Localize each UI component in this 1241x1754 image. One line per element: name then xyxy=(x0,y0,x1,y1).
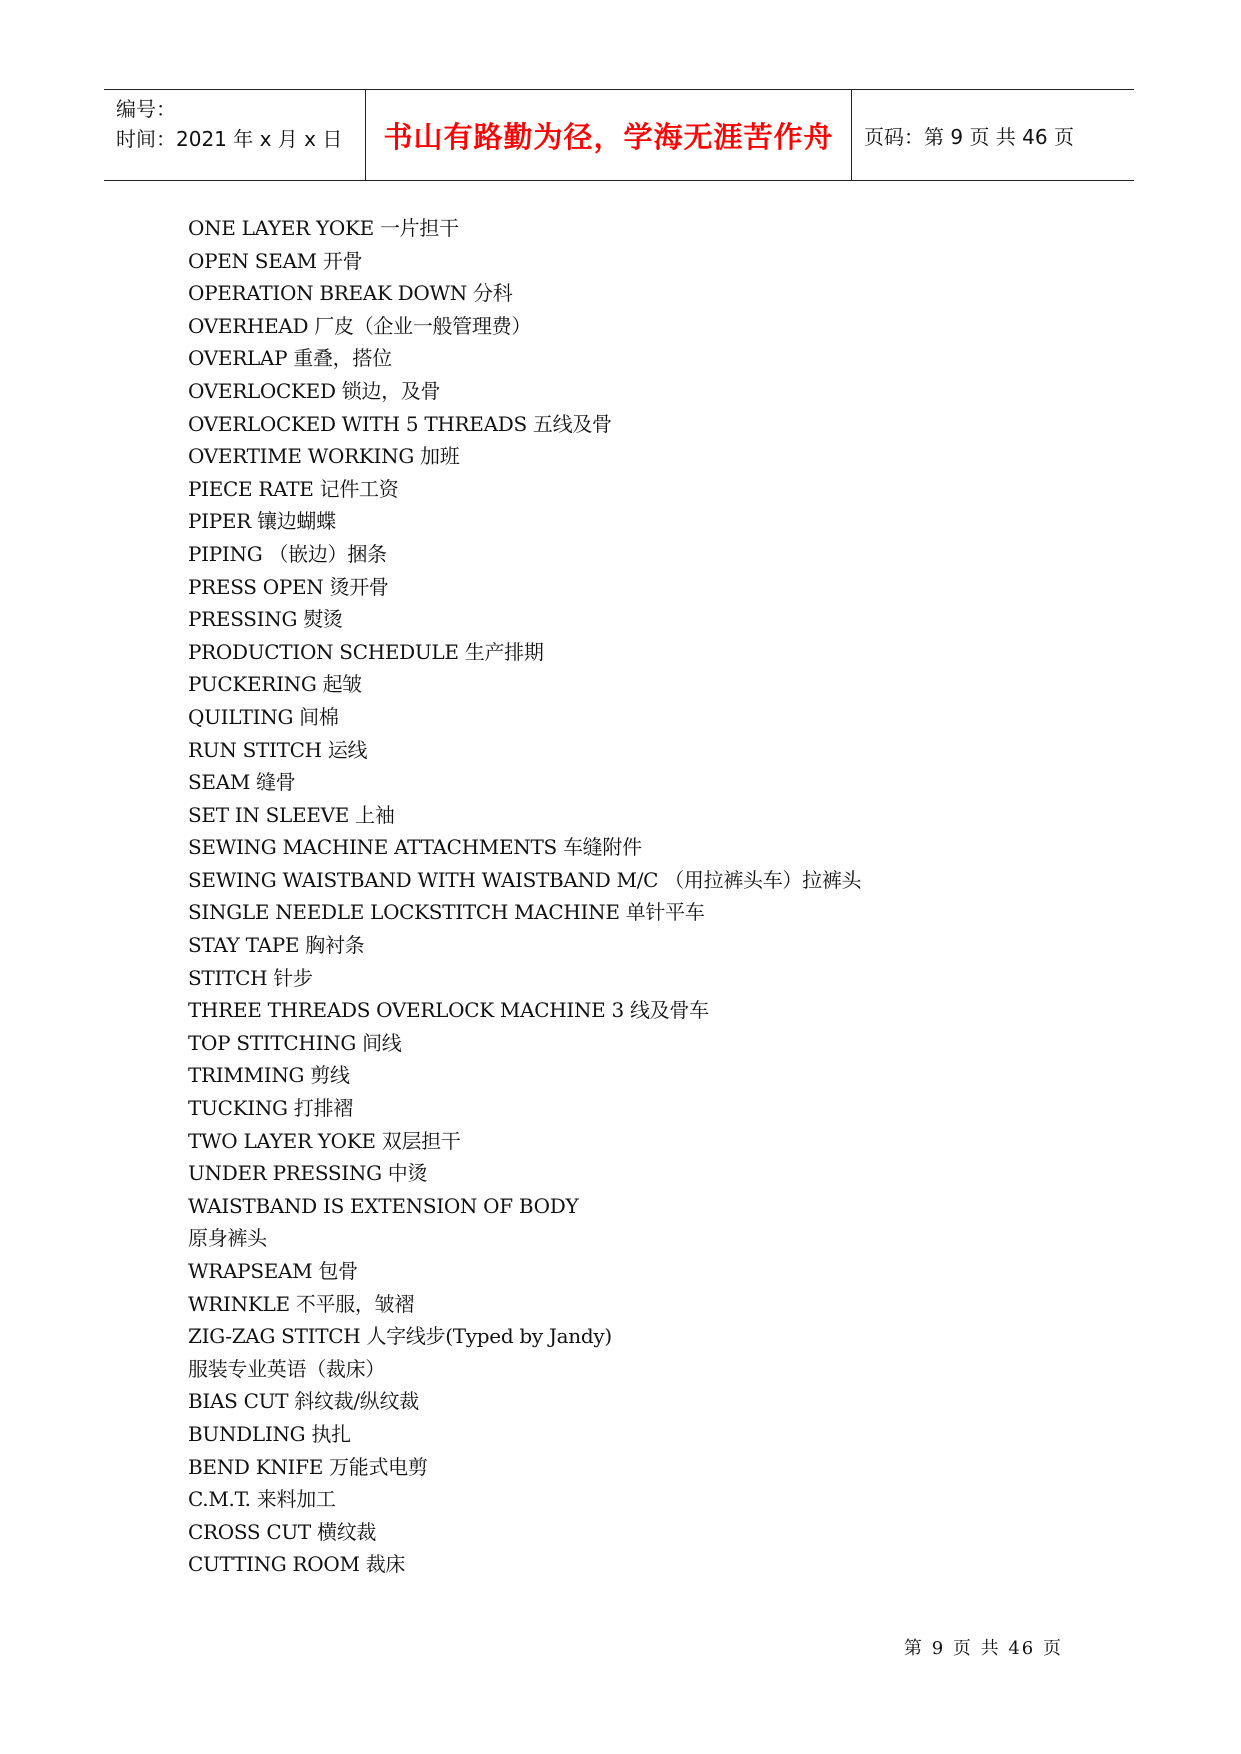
glossary-entry: TWO LAYER YOKE 双层担干 xyxy=(188,1128,461,1153)
glossary-entry: WAISTBAND IS EXTENSION OF BODY xyxy=(188,1193,579,1218)
glossary-entry: PRESS OPEN 烫开骨 xyxy=(188,574,389,599)
glossary-list xyxy=(188,212,861,1581)
time-label: 时间：2021 年 x 月 x 日 xyxy=(116,127,343,151)
glossary-entry: BEND KNIFE 万能式电剪 xyxy=(188,1454,428,1479)
glossary-entry: ONE LAYER YOKE 一片担干 xyxy=(188,216,459,240)
glossary-entry: BIAS CUT 斜纹裁/纵纹裁 xyxy=(188,1389,419,1414)
glossary-entry: SEWING WAISTBAND WITH WAISTBAND M/C （用拉裤头车）拉裤头 xyxy=(188,867,862,892)
glossary-entry: OPERATION BREAK DOWN 分科 xyxy=(188,281,513,306)
glossary-entry: 原身裤头 xyxy=(188,1226,267,1251)
glossary-entry: SEAM 缝骨 xyxy=(188,770,296,795)
glossary-entry: OVERTIME WORKING 加班 xyxy=(188,444,460,469)
glossary-entry: PIECE RATE 记件工资 xyxy=(188,476,399,501)
glossary-entry: STAY TAPE 胸衬条 xyxy=(188,933,365,958)
glossary-entry: PIPER 镶边蝴蝶 xyxy=(188,509,336,534)
glossary-entry: PUCKERING 起皱 xyxy=(188,672,362,697)
header-motto: 书山有路勤为径，学海无涯苦作舟 xyxy=(366,90,852,180)
glossary-entry: STITCH 针步 xyxy=(188,965,313,990)
glossary-entry: UNDER PRESSING 中烫 xyxy=(188,1161,428,1186)
glossary-entry: QUILTING 间棉 xyxy=(188,704,339,729)
glossary-entry: CUTTING ROOM 裁床 xyxy=(188,1552,406,1577)
document-header xyxy=(104,89,1134,181)
header-page-label: 页码：第 9 页 共 46 页 xyxy=(864,124,1074,149)
header-meta xyxy=(104,90,366,180)
number-label: 编号： xyxy=(116,97,176,121)
glossary-entry: OVERLAP 重叠，搭位 xyxy=(188,346,392,371)
glossary-entry: CROSS CUT 横纹裁 xyxy=(188,1519,377,1544)
glossary-entry: OVERHEAD 厂皮（企业一般管理费） xyxy=(188,313,532,338)
glossary-entry: PIPING （嵌边）捆条 xyxy=(188,541,387,566)
glossary-entry: WRAPSEAM 包骨 xyxy=(188,1259,358,1283)
glossary-entry: RUN STITCH 运线 xyxy=(188,737,368,762)
glossary-entry: THREE THREADS OVERLOCK MACHINE 3 线及骨车 xyxy=(188,998,709,1023)
glossary-entry: SEWING MACHINE ATTACHMENTS 车缝附件 xyxy=(188,835,642,860)
glossary-entry: C.M.T. 来料加工 xyxy=(188,1487,336,1512)
glossary-entry: OPEN SEAM 开骨 xyxy=(188,248,363,273)
glossary-entry: SET IN SLEEVE 上袖 xyxy=(188,802,395,827)
glossary-entry: TRIMMING 剪线 xyxy=(188,1063,350,1088)
glossary-entry: OVERLOCKED WITH 5 THREADS 五线及骨 xyxy=(188,411,612,436)
glossary-entry: ZIG-ZAG STITCH 人字线步(Typed by Jandy) xyxy=(188,1324,612,1349)
glossary-entry: PRODUCTION SCHEDULE 生产排期 xyxy=(188,639,544,664)
glossary-entry: 服装专业英语（裁床） xyxy=(188,1356,385,1381)
page-footer: 第 9 页 共 46 页 xyxy=(904,1638,1063,1659)
glossary-entry: TOP STITCHING 间线 xyxy=(188,1030,402,1055)
glossary-entry: TUCKING 打排褶 xyxy=(188,1096,353,1121)
glossary-entry: WRINKLE 不平服，皱褶 xyxy=(188,1291,414,1316)
glossary-entry: SINGLE NEEDLE LOCKSTITCH MACHINE 单针平车 xyxy=(188,900,705,925)
glossary-entry: PRESSING 熨烫 xyxy=(188,607,343,632)
glossary-entry: OVERLOCKED 锁边，及骨 xyxy=(188,378,441,403)
glossary-entry: BUNDLING 执扎 xyxy=(188,1421,351,1446)
